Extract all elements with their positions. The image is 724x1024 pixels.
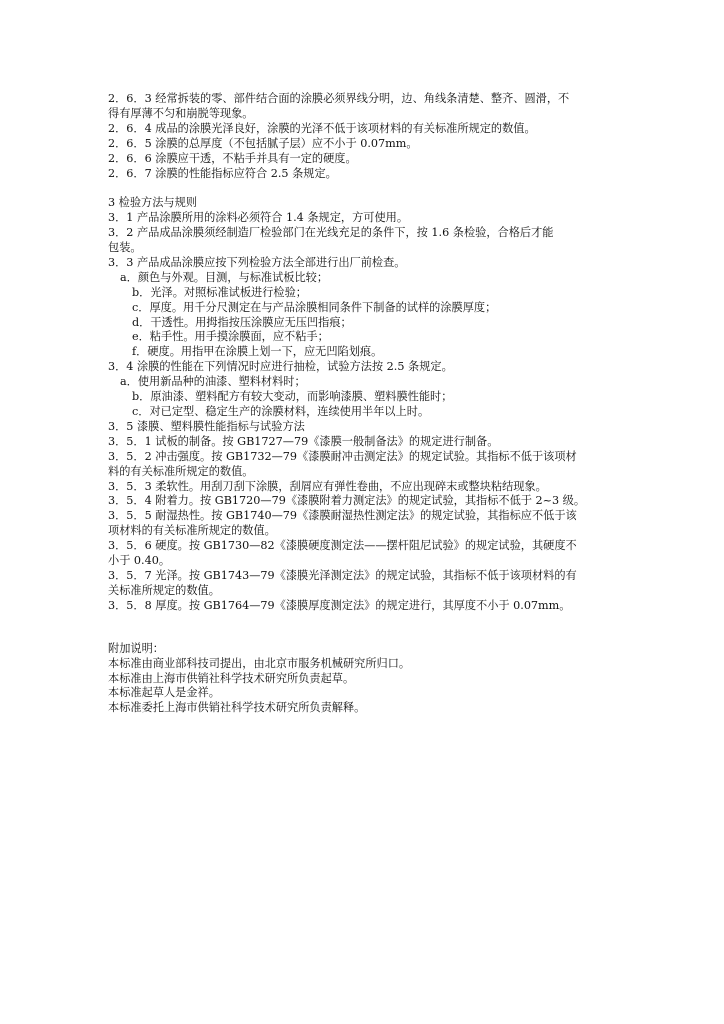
clause-3-5-7-line-2: 关标准所规定的数值。	[108, 583, 220, 597]
clause-3-3-item-f: f．硬度。用指甲在涂膜上划一下，应无凹陷划痕。	[132, 345, 383, 359]
clause-3-5-5-line-1: 3．5．5 耐湿热性。按 GB1740—79《漆膜耐湿热性测定法》的规定试验，其指标应不低于该	[108, 509, 577, 523]
clause-2-6-6: 2．6．6 涂膜应干透，不粘手并具有一定的硬度。	[108, 151, 357, 165]
clause-3-1: 3．1 产品涂膜所用的涂料必须符合 1.4 条规定，方可使用。	[108, 211, 409, 225]
appendix-line-drafter-org: 本标准由上海市供销社科学技术研究所负责起草。	[108, 671, 355, 685]
spacer	[108, 614, 618, 642]
clause-2-6-7: 2．6．7 涂膜的性能指标应符合 2.5 条规定。	[108, 166, 337, 180]
clause-3-3-item-a: a．颜色与外观。目测，与标准试板比较；	[120, 270, 329, 284]
clause-3-5-2-line-2: 料的有关标准所规定的数值。	[108, 464, 254, 478]
appendix-line-drafter: 本标准起草人是金祥。	[108, 686, 220, 700]
section-3	[108, 196, 618, 613]
appendix-heading: 附加说明：	[108, 641, 164, 655]
clause-3-5-4: 3．5．4 附着力。按 GB1720—79《漆膜附着力测定法》的规定试验，其指标不低于 2~3 级。	[108, 494, 586, 508]
appendix-line-interpreter: 本标准委托上海市供销社科学技术研究所负责解释。	[108, 701, 366, 715]
clause-3-5-3: 3．5．3 柔软性。用刮刀刮下涂膜，刮屑应有弹性卷曲，不应出现碎末或整块粘结现象。	[108, 479, 547, 493]
appendix-notes	[108, 642, 618, 717]
clause-3-5-1: 3．5．1 试板的制备。按 GB1727—79《漆膜一般制备法》的规定进行制备。	[108, 434, 499, 448]
clause-3-5-7-line-1: 3．5．7 光泽。按 GB1743—79《漆膜光泽测定法》的规定试验，其指标不低于该项材料的有	[108, 568, 577, 582]
clause-2-6-4: 2．6．4 成品的涂膜光泽良好，涂膜的光泽不低于该项材料的有关标准所规定的数值。	[108, 121, 536, 135]
clause-3-5-6-line-1: 3．5．6 硬度。按 GB1730—82《漆膜硬度测定法——摆杆阻尼试验》的规定试验，其硬度不	[108, 539, 577, 553]
section-2-6	[108, 92, 618, 181]
clause-3-4-item-b: b．原油漆、塑料配方有较大变动，而影响漆膜、塑料膜性能时；	[132, 390, 453, 404]
clause-3-3-item-b: b．光泽。对照标准试板进行检验；	[132, 285, 307, 299]
clause-3-4-item-a: a．使用新品种的油漆、塑料材料时；	[120, 375, 306, 389]
clause-3-5-heading: 3．5 漆膜、塑料膜性能指标与试验方法	[108, 419, 305, 433]
clause-3-5-8: 3．5．8 厚度。按 GB1764—79《漆膜厚度测定法》的规定进行，其厚度不小于 0.07mm。	[108, 598, 571, 612]
clause-3-3-item-e: e．粘手性。用手摸涂膜面，应不粘手；	[132, 330, 329, 344]
clause-2-6-3-line-2: 得有厚薄不匀和崩脱等现象。	[108, 106, 254, 120]
clause-3-2-line-2: 包装。	[108, 241, 142, 255]
spacer	[108, 181, 618, 196]
clause-3-4-item-c: c．对已定型、稳定生产的涂膜材料，连续使用半年以上时。	[132, 405, 430, 419]
clause-3-3-item-c: c．厚度。用千分尺测定在与产品涂膜相同条件下制备的试样的涂膜厚度；	[132, 300, 497, 314]
clause-3-5-2-line-1: 3．5．2 冲击强度。按 GB1732—79《漆膜耐冲击测定法》的规定试验。其指标不低于该项材	[108, 449, 577, 463]
document-page	[108, 92, 618, 716]
clause-2-6-3-line-1: 2．6．3 经常拆装的零、部件结合面的涂膜必须界线分明，边、角线条清楚、整齐、圆滑，不	[108, 92, 570, 105]
appendix-line-proposer: 本标准由商业部科技司提出，由北京市服务机械研究所归口。	[108, 656, 411, 670]
clause-2-6-5: 2．6．5 涂膜的总厚度（不包括腻子层）应不小于 0.07mm。	[108, 136, 418, 150]
clause-3-5-6-line-2: 小于 0.40。	[108, 554, 171, 568]
section-3-heading: 3 检验方法与规则	[108, 196, 197, 210]
clause-3-3-item-d: d．干透性。用拇指按压涂膜应无压凹指痕；	[132, 315, 352, 329]
clause-3-3: 3．3 产品成品涂膜应按下列检验方法全部进行出厂前检查。	[108, 255, 406, 269]
clause-3-2-line-1: 3．2 产品成品涂膜须经制造厂检验部门在光线充足的条件下，按 1.6 条检验，合格后才能	[108, 226, 554, 240]
clause-3-5-5-line-2: 项材料的有关标准所规定的数值。	[108, 524, 276, 538]
clause-3-4: 3．4 涂膜的性能在下列情况时应进行抽检，试验方法按 2.5 条规定。	[108, 360, 453, 374]
